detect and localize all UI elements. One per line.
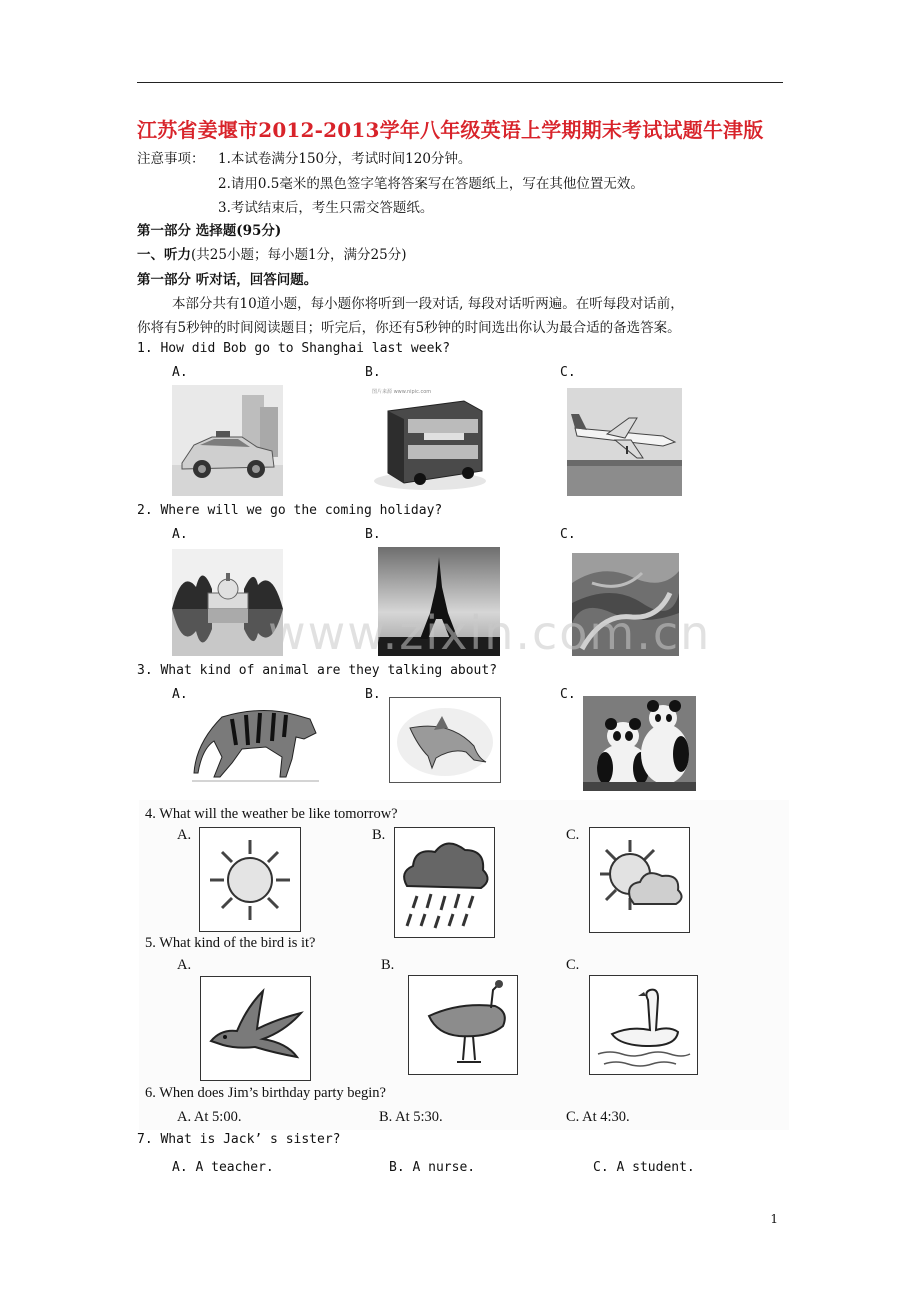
peacock-image <box>408 975 518 1075</box>
panda-image <box>583 696 696 791</box>
page-number: 1 <box>770 1212 778 1226</box>
airplane-image <box>567 388 682 496</box>
document-title: 江苏省姜堰市2012-2013学年八年级英语上学期期末考试试题牛津版 <box>137 118 764 142</box>
sunny-icon <box>199 827 301 932</box>
q7-option-a: A. A teacher. <box>172 1160 274 1175</box>
bus-caption: 图片来源 www.nipic.com <box>372 389 432 395</box>
swan-image <box>589 975 698 1075</box>
q5-option-b: B. <box>381 957 395 973</box>
listening-heading-bold: 一、听力 <box>137 247 191 263</box>
intro-line-2: 你将有5秒钟的时间阅读题目；听完后，你还有5秒钟的时间选出你认为最合适的备选答案。 <box>137 320 681 336</box>
dolphin-image <box>389 697 501 783</box>
q3-option-b: B. <box>365 687 381 702</box>
question-7: 7. What is Jack’ s sister? <box>137 1132 341 1147</box>
q5-option-c: C. <box>566 957 580 973</box>
question-5: 5. What kind of the bird is it? <box>145 935 316 951</box>
tiger-image <box>192 697 319 782</box>
notice-item-2: 2.请用0.5毫米的黑色签字笔将答案写在答题纸上，写在其他位置无效。 <box>218 176 644 192</box>
q3-option-a: A. <box>172 687 188 702</box>
q6-option-b: B. At 5:30. <box>379 1109 443 1125</box>
top-rule <box>137 82 783 83</box>
q2-option-b: B. <box>365 527 381 542</box>
question-3: 3. What kind of animal are they talking about? <box>137 663 498 678</box>
q3-option-c: C. <box>560 687 576 702</box>
q6-option-c: C. At 4:30. <box>566 1109 630 1125</box>
notice-label: 注意事项： <box>137 151 205 167</box>
q5-option-a: A. <box>177 957 192 973</box>
q2-option-c: C. <box>560 527 576 542</box>
question-4: 4. What will the weather be like tomorrow? <box>145 806 398 822</box>
partly-cloudy-icon <box>589 827 690 933</box>
watermark: www.zixin.com.cn <box>268 606 712 660</box>
q7-option-c: C. A student. <box>593 1160 695 1175</box>
intro-line-1: 本部分共有10道小题，每小题你将听到一段对话, 每段对话听两遍。在听每段对话前， <box>172 296 684 312</box>
q4-option-c: C. <box>566 827 580 843</box>
swallow-image <box>200 976 311 1081</box>
rain-icon <box>394 827 495 938</box>
notice-item-1: 1.本试卷满分150分，考试时间120分钟。 <box>218 151 472 167</box>
q1-option-c: C. <box>560 365 576 380</box>
q7-option-b: B. A nurse. <box>389 1160 476 1175</box>
q2-option-a: A. <box>172 527 188 542</box>
bus-image <box>364 385 486 496</box>
q4-option-b: B. <box>372 827 386 843</box>
q1-option-b: B. <box>365 365 381 380</box>
taxi-image <box>172 385 283 496</box>
listening-heading <box>137 243 406 263</box>
question-1: 1. How did Bob go to Shanghai last week? <box>137 341 451 356</box>
section-heading: 第一部分 听对话，回答问题。 <box>137 272 318 288</box>
q4-option-a: A. <box>177 827 192 843</box>
notice-item-3: 3.考试结束后，考生只需交答题纸。 <box>218 200 434 216</box>
part1-heading: 第一部分 选择题(95分) <box>137 223 282 239</box>
capitol-image <box>172 549 283 656</box>
listening-heading-rest: (共25小题；每小题1分，满分25分) <box>191 247 407 263</box>
q1-option-a: A. <box>172 365 188 380</box>
question-2: 2. Where will we go the coming holiday? <box>137 503 443 518</box>
question-6: 6. When does Jim’s birthday party begin? <box>145 1085 386 1101</box>
q6-option-a: A. At 5:00. <box>177 1109 242 1125</box>
